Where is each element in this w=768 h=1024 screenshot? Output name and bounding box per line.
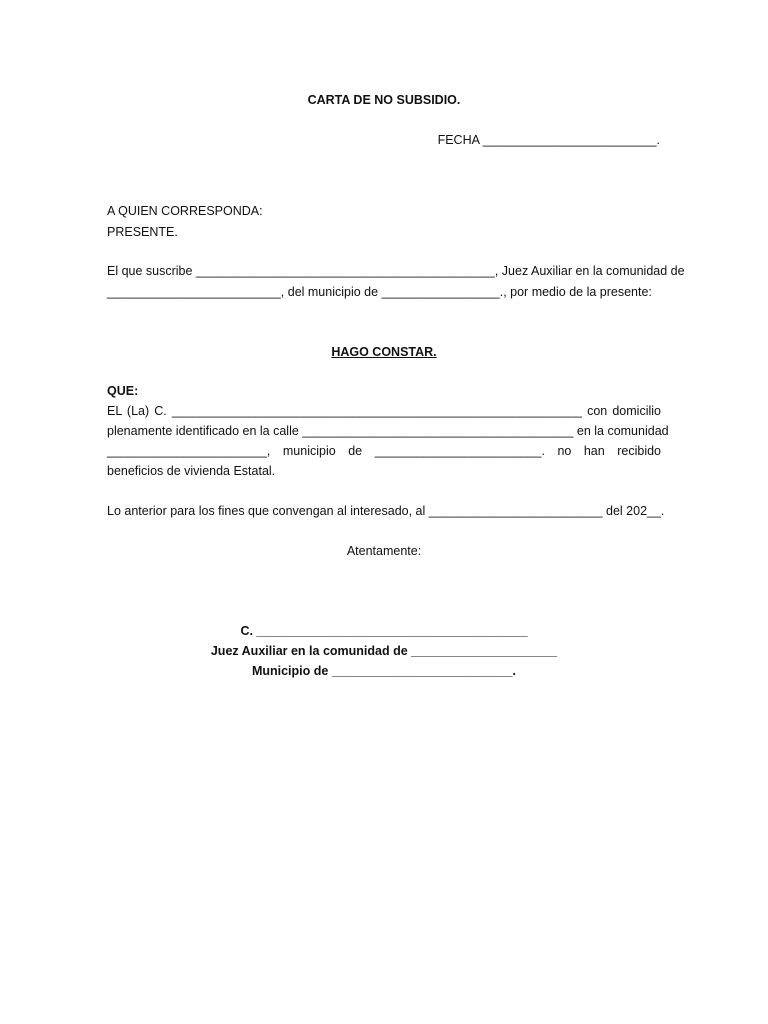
signature-municipality-line: Municipio de __________________________.: [251, 664, 517, 678]
que-label: QUE:: [107, 384, 139, 398]
salutation-recipient: A QUIEN CORRESPONDA:: [107, 204, 263, 218]
date-line: FECHA _________________________.: [437, 133, 660, 147]
farewell: Atentamente:: [346, 544, 422, 558]
signature-name-line: C. _______________________________________: [240, 624, 528, 638]
section-heading: HAGO CONSTAR.: [331, 345, 437, 359]
body-line-4: beneficios de vivienda Estatal.: [107, 464, 276, 478]
document-title: CARTA DE NO SUBSIDIO.: [307, 93, 461, 107]
body-line-2: plenamente identificado en la calle _______________________________________ en la comunidad: [107, 424, 669, 438]
closing-line: Lo anterior para los fines que convengan al interesado, al _________________________ del 202__.: [107, 504, 665, 518]
intro-line-1: El que suscribe ___________________________________________, Juez Auxiliar en la comunidad de: [107, 264, 685, 278]
salutation-present: PRESENTE.: [107, 225, 178, 239]
body-line-3: _______________________, municipio de ________________________. no han recibido: [107, 444, 661, 458]
intro-line-2: _________________________, del municipio de _________________., por medio de la presente:: [107, 285, 652, 299]
body-line-1: EL (La) C. ___________________________________________________________ con domicilio: [107, 404, 661, 418]
signature-role-line: Juez Auxiliar en la comunidad de _____________________: [210, 644, 558, 658]
